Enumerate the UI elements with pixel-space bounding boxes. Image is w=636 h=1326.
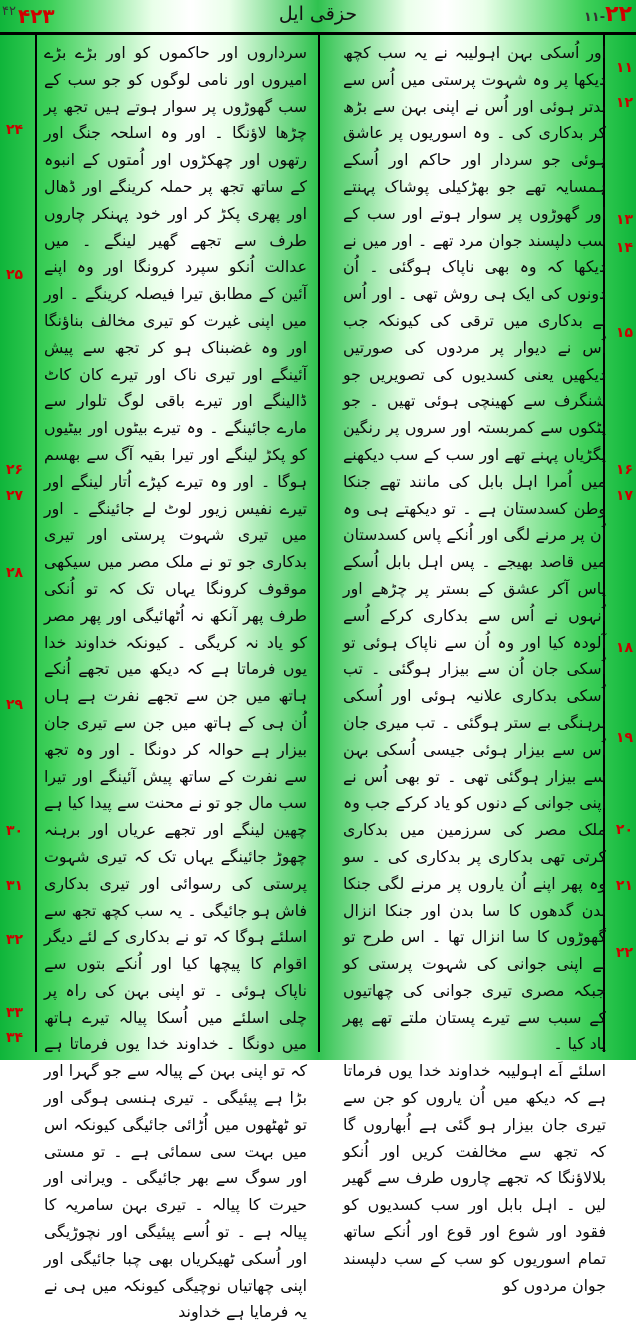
page-number-left-main: ۴۲۳ xyxy=(17,4,55,28)
verse-number: ۳۳ xyxy=(6,1005,24,1021)
verse-number: ۲۷ xyxy=(6,488,24,504)
book-title: حزقی ایل xyxy=(278,3,358,25)
verse-number: ۱۶ xyxy=(615,462,633,478)
verse-number: ۲۰ xyxy=(615,822,633,838)
verse-number: ۲۹ xyxy=(6,697,24,713)
verse-number: ۳۲ xyxy=(6,932,24,948)
page-number-right-main: ۲۲ xyxy=(605,2,632,27)
verse-number: ۱۲ xyxy=(615,95,633,111)
page-number-right xyxy=(580,2,632,27)
page-header xyxy=(0,0,636,35)
verse-number: ۱۴ xyxy=(615,240,633,256)
verse-number: ۲۶ xyxy=(6,462,24,478)
verse-number: ۳۰ xyxy=(6,823,24,839)
center-column-rule xyxy=(318,35,320,1052)
verse-number: ۲۲ xyxy=(615,945,633,961)
page-number-left-prefix: ۴۲ xyxy=(2,4,16,19)
verse-number: ۲۱ xyxy=(615,878,633,894)
verse-number: ۱۸ xyxy=(615,640,633,656)
verse-number: ۳۴ xyxy=(6,1030,24,1046)
verse-number: ۱۷ xyxy=(615,488,633,504)
left-text-column xyxy=(44,40,307,1322)
verse-number: ۲۸ xyxy=(6,565,24,581)
verse-number: ۳۱ xyxy=(6,878,24,894)
right-text-column xyxy=(343,40,606,1295)
verse-number: ۱۹ xyxy=(615,730,633,746)
verse-number: ۲۵ xyxy=(6,267,24,283)
verse-paragraph: سرداروں اور حاکموں کو اور بڑے بڑے امیروں اور نامی لوگوں کو جو سب کے سب گھوڑوں پر سوار ہوتے ہیں تجھ پر چڑھا لاؤنگا ۔ اور وہ اسلحہ جنگ اور رتھوں اور چھکڑوں اور اُمتوں کے انبوہ کے ساتھ تجھ پر حملہ کرینگے اور ڈھال اور پھری پکڑ کر اور خود پہنکر چاروں طرف سے تجھے گھیر لینگے ۔ میں عدالت اُنکو سپرد کرونگا اور وہ اپنے آئین کے مطابق تیرا فیصلہ کرینگے ۔ اور میں اپنی غیرت کو تیری مخالف بناؤنگا اور وہ غضبناک ہو کر تجھ سے پیش آئینگے اور تیری ناک اور تیرے کان کاٹ ڈالینگے اور تیرے باقی لوگ تلوار سے مارے جائینگے ۔ وہ تیرے بیٹوں اور بیٹیوں کو پکڑ لینگے اور تیرا بقیہ آگ سے بھسم ہوگا ۔ اور وہ تیرے کپڑے اُتار لینگے اور تیرے نفیس زیور لوٹ لے جائینگے ۔ اور میں تیری شہوت پرستی اور تیری بدکاری جو تو نے ملک مصر میں سیکھی موقوف کرونگا یہاں تک کہ تو اُنکی طرف پھر آنکھ نہ اُٹھائیگی اور پھر مصر کو یاد نہ کریگی ۔ کیونکہ خداوند خدا یوں فرماتا ہے کہ دیکھ میں تجھے اُنکے ہاتھ میں جن سے تجھے نفرت ہے ہاں اُن ہی کے ہاتھ میں جن سے تیری جان بیزار ہے حوالہ کر دونگا ۔ اور وہ تجھ سے نفرت کے ساتھ پیش آئینگے اور تیرا سب مال جو تو نے محنت سے پیدا کیا ہے چھین لینگے اور تجھے عریاں اور برہنہ چھوڑ جائینگے یہاں تک کہ تیری شہوت پرستی کی رسوائی اور تیری بدکاری فاش ہو جائیگی ۔ یہ سب کچھ تجھ سے اسلئے ہوگا کہ تو نے بدکاری کے لئے دیگر اقوام کا پیچھا کیا اور اُنکے بتوں سے ناپاک ہوئی ۔ تو اپنی بہن کی راہ پر چلی اسلئے میں اُسکا پیالہ تیرے ہاتھ میں دونگا ۔ خداوند خدا یوں فرماتا ہے کہ تو اپنی بہن کے پیالہ سے جو گہرا اور بڑا ہے پیئیگی ۔ تیری ہنسی ہوگی اور تو ٹھٹھوں میں اُڑائی جائیگی کیونکہ اس میں بہت سی سمائی ہے ۔ تو مستی اور سوگ سے بھر جائیگی ۔ ویرانی اور حیرت کا پیالہ ۔ تیری بہن سامریہ کا پیالہ ہے ۔ تو اُسے پیئیگی اور نچوڑیگی اور اُسکی ٹھیکریاں بھی چبا جائیگی اور اپنی چھاتیاں نوچیگی کیونکہ میں ہی نے یہ فرمایا ہے خداوند xyxy=(44,43,307,1322)
verse-number: ۱۵ xyxy=(615,325,633,341)
verse-number: ۲۴ xyxy=(6,122,24,138)
page-number-right-prefix: ۱۱- xyxy=(583,10,606,25)
verse-number: ۱۳ xyxy=(615,212,633,228)
verse-paragraph: اسلئے اَے اہولیبہ خداوند خدا یوں فرماتا ہے کہ دیکھ میں اُن یاروں کو جن سے تیری جان بیزار ہو گئی ہے اُبھاروں گا کہ تجھ سے مخالفت کریں اور اُنکو بلالاؤنگا کہ تجھے چاروں طرف سے گھیر لیں ۔ اہل بابل اور سب کسدیوں کو فقود اور شوع اور قوع اور اُنکے ساتھ تمام اسوریوں کو سب کے سب دلپسند جوان مردوں کو xyxy=(343,1061,606,1295)
verse-paragraph: اور اُسکی بہن اہولیبہ نے یہ سب کچھ دیکھا پر وہ شہوت پرستی میں اُس سے بدتر ہوئی اور اُس نے اپنی بہن سے بڑھ کر بدکاری کی ۔ وہ اسوریوں پر عاشق ہوئی جو سردار اور حاکم اور اُسکے ہمسایہ تھے جو بھڑکیلی پوشاک پہنتے اور گھوڑوں پر سوار ہوتے اور سب کے سب دلپسند جوان مرد تھے ۔ اور میں نے دیکھا کہ وہ بھی ناپاک ہوگئی ۔ اُن دونوں کی ایک ہی روش تھی ۔ اور اُس نے بدکاری میں ترقی کی کیونکہ جب اُس نے دیوار پر مردوں کی صورتیں دیکھیں یعنی کسدیوں کی تصویریں جو شنگرف سے کھینچی ہوئی تھیں ۔ جو پٹکوں سے کمربستہ اور سروں پر رنگین پگڑیاں پہنے تھے اور سب کے سب دیکھنے میں اُمرا اہل بابل کی مانند تھے جنکا وطن کسدستان ہے ۔ تو دیکھتے ہی وہ اُن پر مرنے لگی اور اُنکے پاس کسدستان میں قاصد بھیجے ۔ پس اہل بابل اُسکے پاس آکر عشق کے بستر پر چڑھے اور اُنہوں نے اُس سے بدکاری کرکے اُسے آلودہ کیا اور وہ اُن سے ناپاک ہوئی تو اُسکی جان اُن سے بیزار ہوگئی ۔ تب اُسکی بدکاری علانیہ ہوئی اور اُسکی برہنگی بے ستر ہوگئی ۔ تب میری جان اُس سے بیزار ہوئی جیسی اُسکی بہن سے بیزار ہوگئی تھی ۔ تو بھی اُس نے اپنی جوانی کے دنوں کو یاد کرکے جب وہ ملک مصر کی سرزمین میں بدکاری کرتی تھی بدکاری پر بدکاری کی ۔ سو وہ پھر اپنے اُن یاروں پر مرنے لگی جنکا بدن گدھوں کا سا بدن اور جنکا انزال گھوڑوں کا سا انزال تھا ۔ اس طرح تو نے اپنی جوانی کی شہوت پرستی کو جبکہ مصری تیری جوانی کی چھاتیوں کے سبب سے تیرے پستان ملتے تھے پھر یاد کیا ۔ xyxy=(343,43,606,1054)
verse-number: ۱۱ xyxy=(615,60,633,76)
left-margin-rule xyxy=(35,35,37,1052)
page-number-left xyxy=(2,4,55,28)
